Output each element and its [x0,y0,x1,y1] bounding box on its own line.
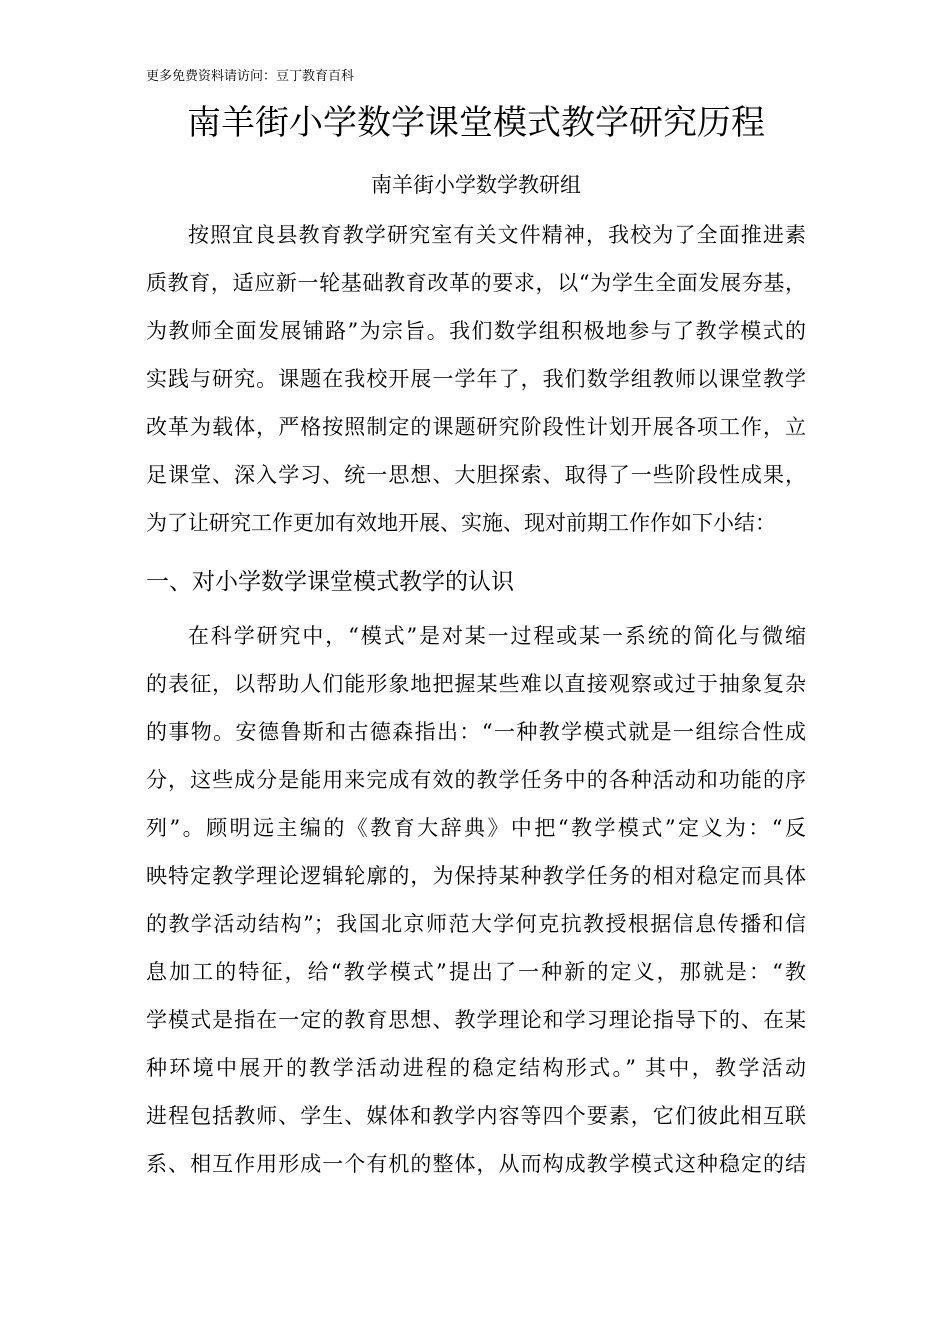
paragraph-line: 的教学活动结构”；我国北京师范大学何克抗教授根据信息传播和信 [146,912,806,936]
paragraph-line: 按照宜良县教育教学研究室有关文件精神，我校为了全面推进素 [188,223,806,247]
paragraph-line: 进程包括教师、学生、媒体和教学内容等四个要素，它们彼此相互联 [146,1104,806,1128]
paragraph-line: 改革为载体，严格按照制定的课题研究阶段性计划开展各项工作，立 [146,415,806,439]
paragraph-line: 为了让研究工作更加有效地开展、实施、现对前期工作作如下小结： [146,511,776,535]
paragraph-line: 种环境中展开的教学活动进程的稳定结构形式。” 其中，教学活动 [146,1056,806,1080]
paragraph-line: 在科学研究中，“模式”是对某一过程或某一系统的简化与微缩 [188,624,806,648]
header-note: 更多免费资料请访问：豆丁教育百科 [146,69,355,84]
paragraph-line: 息加工的特征，给“教学模式”提出了一种新的定义，那就是：“教 [146,960,806,984]
paragraph-intro [146,211,806,547]
paragraph-line: 列”。顾明远主编的《教育大辞典》中把“教学模式”定义为：“反 [146,816,806,840]
paragraph-line: 的表征，以帮助人们能形象地把握某些难以直接观察或过于抽象复杂 [146,672,806,696]
paragraph-line: 映特定教学理论逻辑轮廓的，为保持某种教学任务的相对稳定而具体 [146,864,806,888]
paragraph-line: 质教育，适应新一轮基础教育改革的要求，以“为学生全面发展夯基， [146,271,806,295]
paragraph-line: 系、相互作用形成一个有机的整体，从而构成教学模式这种稳定的结 [146,1152,806,1176]
paragraph-model-definition [146,612,806,1188]
section-heading: 一、对小学数学课堂模式教学的认识 [146,569,514,595]
paragraph-line: 分，这些成分是能用来完成有效的教学任务中的各种活动和功能的序 [146,768,806,792]
paragraph-line: 的事物。安德鲁斯和古德森指出：“一种教学模式就是一组综合性成 [146,720,806,744]
paragraph-line: 为教师全面发展铺路”为宗旨。我们数学组积极地参与了教学模式的 [146,319,806,343]
document-title: 南羊街小学数学课堂模式教学研究历程 [187,103,765,143]
paragraph-line: 足课堂、深入学习、统一思想、大胆探索、取得了一些阶段性成果， [146,463,806,487]
paragraph-line: 学模式是指在一定的教育思想、教学理论和学习理论指导下的、在某 [146,1008,806,1032]
document-subtitle: 南羊街小学数学教研组 [371,173,581,197]
paragraph-line: 实践与研究。课题在我校开展一学年了，我们数学组教师以课堂教学 [146,367,806,391]
